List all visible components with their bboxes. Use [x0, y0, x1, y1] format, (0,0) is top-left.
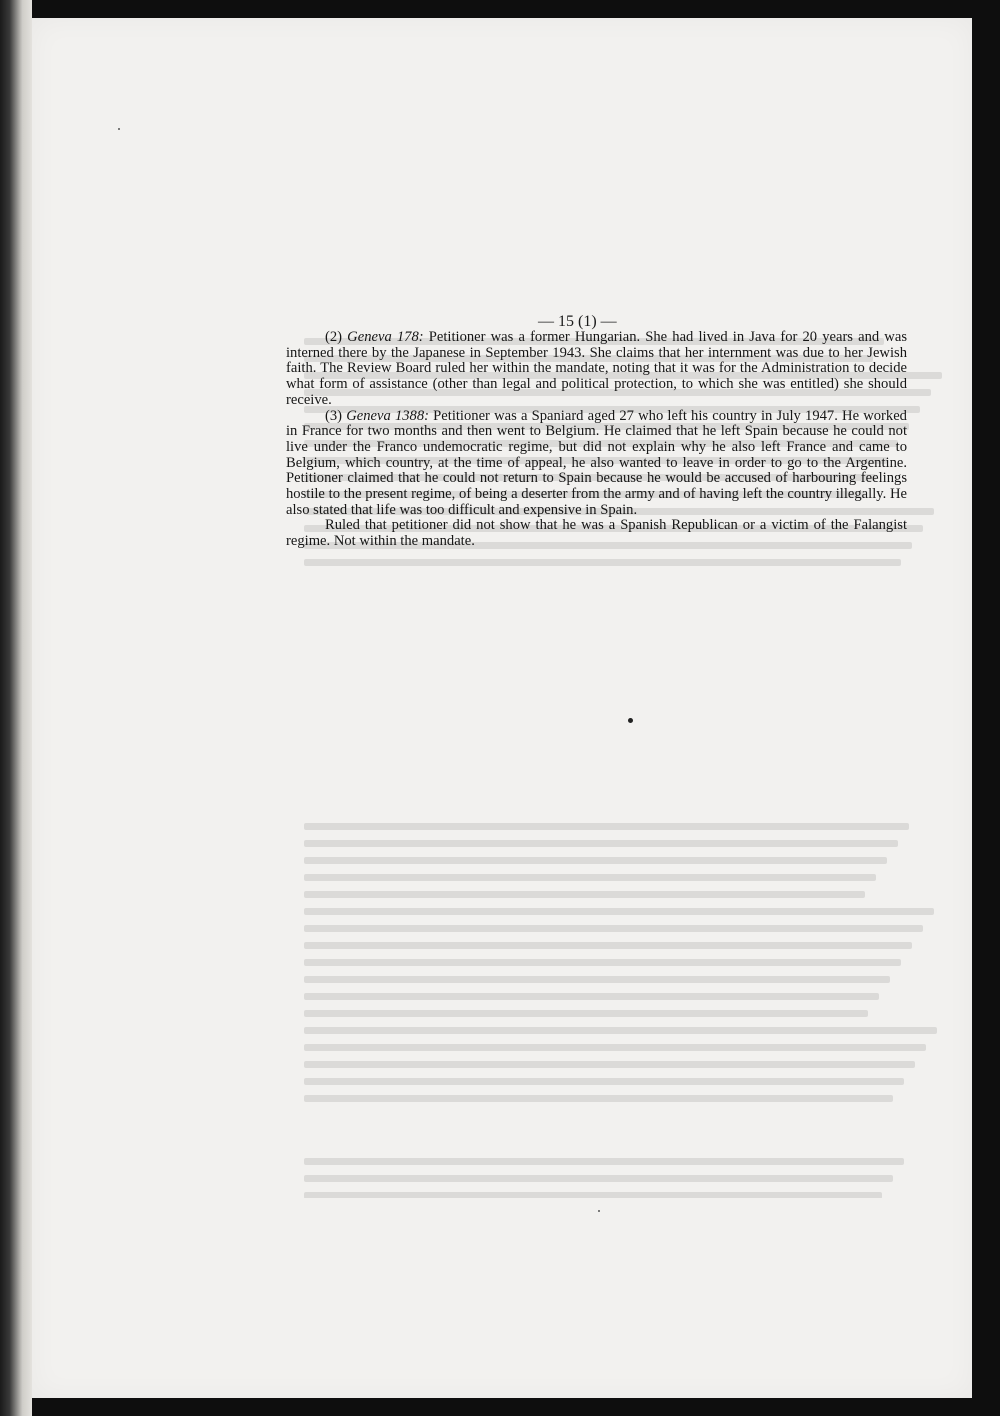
bleed-through-line — [304, 908, 934, 915]
paragraph-number: (2) — [325, 329, 343, 345]
bleed-through-line — [304, 976, 890, 983]
bleed-through-line — [304, 1175, 893, 1182]
paragraph-number: (3) — [325, 407, 343, 424]
paper-speck — [598, 1210, 600, 1212]
paper-speck — [118, 128, 120, 130]
bleed-through-line — [304, 993, 879, 1000]
bleed-through-line — [304, 1061, 915, 1068]
bleed-through-line — [304, 959, 901, 966]
bleed-through-line — [304, 840, 898, 847]
bleed-through-line — [304, 1078, 904, 1085]
bleed-through-line — [304, 925, 923, 932]
paragraph-case-1388 — [286, 409, 907, 519]
bleed-through-line — [304, 559, 901, 566]
adjacent-page-edge — [0, 0, 32, 1416]
ink-dot — [628, 718, 633, 723]
paragraph-text: Ruled that petitioner did not show that he was a Spanish Republican or a victim of the Falangist regime. Not within the mandate. — [286, 517, 907, 550]
paragraph-ruling — [286, 518, 907, 549]
paragraph-case-178 — [286, 330, 907, 409]
body-text — [286, 330, 907, 550]
bleed-through-line — [304, 874, 876, 881]
bleed-through-line — [304, 1044, 926, 1051]
document-page — [32, 18, 972, 1398]
paragraph-text: Petitioner was a former Hungarian. She had lived in Java for 20 years and was interned there by the Japanese in September 1943. She claims that her internment was due to her Jewish faith. The Review Board ruled her within the mandate, noting that it was for the Administration to decide what form of assistance (other than legal and political protection, to which she was entitled) she should receive. — [286, 329, 908, 408]
bleed-through-line — [304, 1010, 868, 1017]
bleed-through-line — [304, 857, 887, 864]
bleed-through-line — [304, 1027, 937, 1034]
case-reference: Geneva 178: — [347, 329, 424, 345]
bleed-through-line — [304, 891, 865, 898]
bleed-through-line — [304, 823, 909, 830]
bleed-through-line — [304, 1158, 904, 1165]
page-number: — 15 (1) — — [538, 313, 617, 330]
bleed-through-line — [304, 1192, 882, 1198]
bleed-through-line — [304, 1095, 893, 1102]
paragraph-text: Petitioner was a Spaniard aged 27 who left his country in July 1947. He worked in France for two months and then went to Belgium. He claimed that he left Spain because he could not live under the Franco undemocratic regime, but did not explain why he also left France and came to Belgium, which country, at the time of appeal, he also wanted to leave in order to go to the Argentine. Petitioner claimed that he could not return to Spain because he would be accused of harbouring feelings hostile to the present regime, of being a deserter from the army and of having left the country illegally. He also stated that life was too difficult and expensive in Spain. — [286, 407, 907, 518]
case-reference: Geneva 1388: — [346, 407, 429, 424]
bleed-through-line — [304, 942, 912, 949]
